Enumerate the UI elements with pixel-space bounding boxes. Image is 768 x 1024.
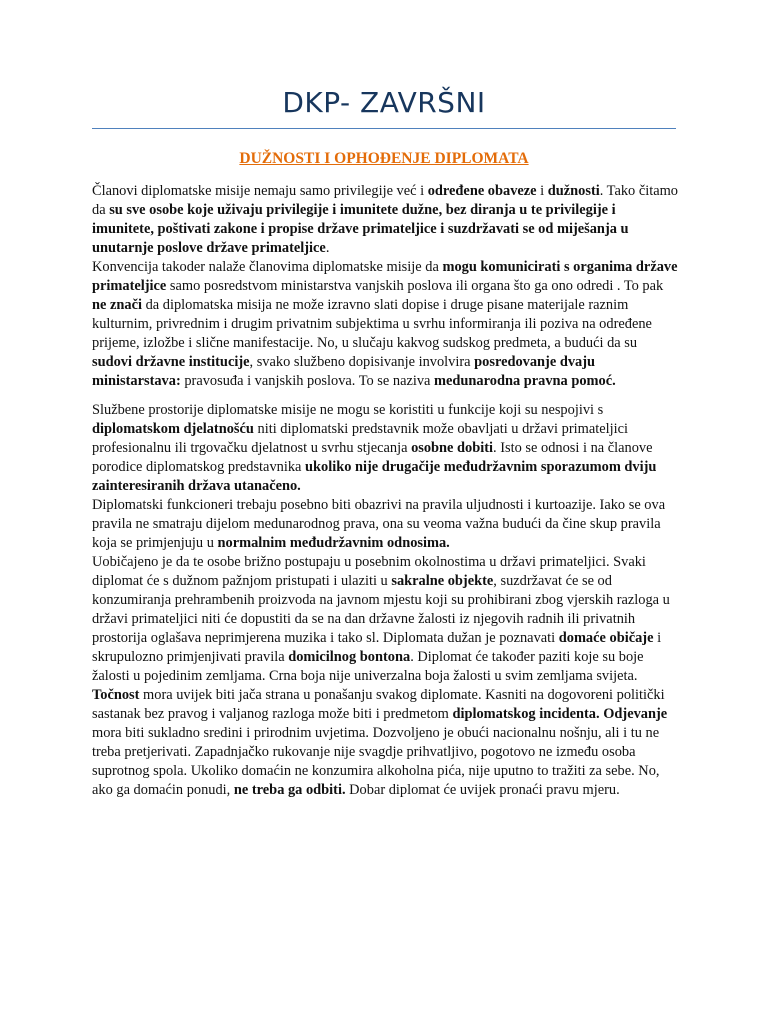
bold-text: ukoliko nije drugačije međudržavnim sporazumom dviju zainteresiranih država utanačeno. [92,459,657,494]
bold-text: osobne dobiti [411,440,494,456]
bold-text: posredovanje dvaju ministarstava: [92,354,596,389]
text-run: . Isto se odnosi i na članove porodice diplomatskog predstavnika [92,440,653,475]
text-run: Dobar diplomat će uvijek pronaći pravu mjeru. [345,782,620,798]
bold-text: medunarodna pravna pomoć. [434,373,616,389]
text-run: Diplomatski funkcioneri trebaju posebno biti obazrivi na pravila uljudnosti i kurtoazije. Iako se ova pravila ne smatraju dijelom medunarodnog prava, ona su veoma važna budući da čine skup pravila koja se primjenjuju u [92,497,666,551]
paragraph [92,401,678,496]
text-run: Službene prostorije diplomatske misije ne mogu se koristiti u funkcije koji su nespojivi s [92,402,604,418]
text-run: , suzdržavat će se od konzumiranja prehrambenih proizvoda na javnom mjestu koji su prohibirani zbog vjerskih razloga u državi primateljici niti će dopustiti da se na dan državne žalosti iz njegovih radnih ili privatnih prostorija oglašava neprimjerena muzika i tako sl. Diplomata dužan je poznavati [92,573,670,646]
paragraph [92,182,678,258]
text-run: , svako službeno dopisivanje involvira [249,354,475,370]
text-run: mora biti sukladno sredini i prirodnim uvjetima. Dozvoljeno je obući nacionalnu nošnju, ali i tu ne treba pretjerivati. Zapadnjačko rukovanje nije svagdje prihvatljivo, pogotovo ne između osoba suprotnog spola. Ukoliko domaćin ne konzumira alkoholna pića, nije uputno to tražiti za sebe. No, ako ga domaćin ponudi, [92,725,660,798]
bold-text: domicilnog bontona [288,649,411,665]
bold-text: Odjevanje [603,706,668,722]
text-run: Uobičajeno je da te osobe brižno postupaju u posebnim okolnostima u državi primateljici. Svaki diplomat će s dužnom pažnjom pristupati i ulaziti u [92,554,646,589]
bold-text: ne treba ga odbiti. [233,782,346,798]
bold-text: sudovi državne institucije [92,354,250,370]
title-divider [92,128,676,129]
document-body [92,182,678,800]
bold-text: normalnim međudržavnim odnosima. [217,535,450,551]
bold-text: su sve osobe koje uživaju privilegije i imunitete dužne, bez diranja u te privilegije i imunitete, poštivati zakone i propise države primateljice i suzdržavati se od miješanja u unutarnje poslove države primateljice [92,202,629,256]
text-run: . Diplomat će također paziti koje su boje žalosti u pojedinim zemljama. Crna boja nije univerzalna boja žalosti u svim zemljama svijeta. [92,649,644,684]
text-run: da diplomatska misija ne može izravno slati dopise i druge pisane materijale raznim kulturnim, privrednim i drugim privatnim subjektima u svrhu informiranja ili poziva na određene prijeme, izložbe i slične manifestacije. No, u slučaju kakvog sudskog predmeta, a budući da su [92,297,652,351]
bold-text: domaće običaje [558,630,654,646]
bold-text: Točnost [92,687,140,703]
text-run: . [325,240,330,256]
text-run: samo posredstvom ministarstva vanjskih poslova ili organa što ga ono odredi . To pak [166,278,664,294]
bold-text: diplomatskog incidenta. [452,706,600,722]
document-title: DKP- ZAVRŠNI [282,86,486,119]
section-heading: DUŽNOSTI I OPHOĐENJE DIPLOMATA [239,150,529,167]
paragraph [92,258,678,391]
bold-text: diplomatskom djelatnošću [92,421,254,437]
paragraph [92,553,678,800]
bold-text: mogu komunicirati s organima države primateljice [92,259,678,294]
text-run: mora uvijek biti jača strana u ponašanju svakog diplomate. Kasniti na dogovoreni politički sastanak bez pravog i valjanog razloga može biti i predmetom [92,687,665,722]
text-run: Konvencija takoder nalaže članovima diplomatske misije da [92,259,443,275]
text-run: pravosuđa i vanjskih poslova. To se naziva [180,373,435,389]
text-run: Članovi diplomatske misije nemaju samo privilegije već i [92,183,428,199]
bold-text: ne znači [92,297,142,313]
bold-text: sakralne objekte [391,573,494,589]
bold-text: dužnosti [547,183,600,199]
paragraph [92,496,678,553]
text-run: . Tako čitamo da [92,183,679,218]
text-run: i skrupulozno primjenjivati pravila [92,630,662,665]
text-run: niti diplomatski predstavnik može obavljati u državi primateljici profesionalnu ili trgovačku djelatnost u svrhu stjecanja [92,421,628,456]
text-run: i [536,183,548,199]
bold-text: određene obaveze [427,183,537,199]
